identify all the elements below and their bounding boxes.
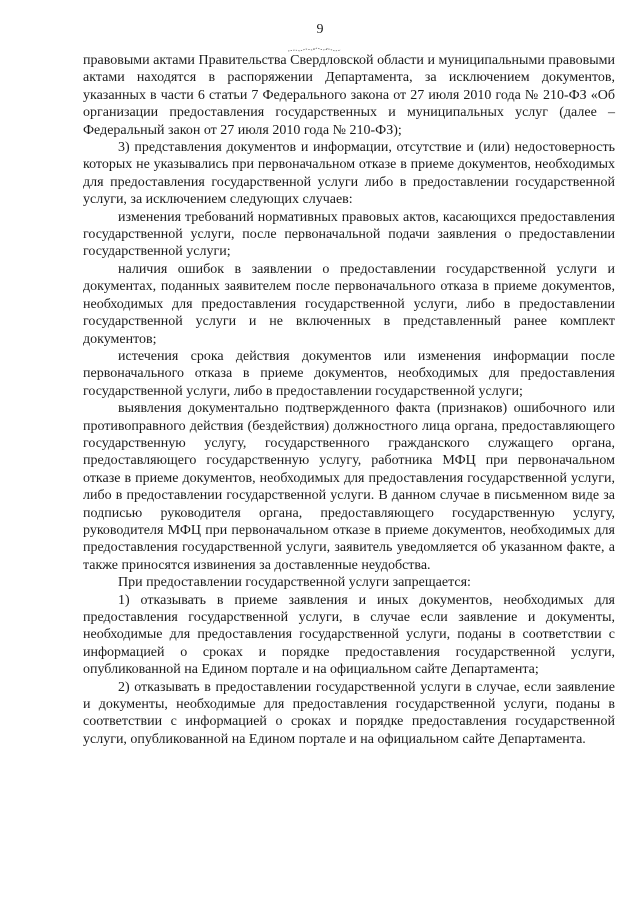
paragraph-continuation: правовыми актами Правительства Свердловской области и муниципальными правовыми актами находятся в распоряжении Департамента, за исключением документов, указанных в части 6 статьи 7 Федерального закона от 27 июля 2010 года № 210-ФЗ «Об организации предоставления государственных и муниципальных услуг (далее – Федеральный закон от 27 июля 2010 года № 210-ФЗ); — [83, 53, 615, 138]
paragraph-prohibitions-intro: При предоставлении государственной услуги запрещается: — [118, 575, 471, 591]
page-number: 9 — [316, 22, 324, 37]
paragraph-exception-errors: наличия ошибок в заявлении о предоставлении государственной услуги и документах, поданных заявителем после первоначального отказа в приеме документов, необходимых для предоставления государственной услуги, либо в предоставлении государственной услуги и не включенных в представленный ранее комплект документов; — [83, 261, 615, 347]
document-body — [83, 52, 615, 748]
paragraph-exception-misconduct: выявления документально подтвержденного факта (признаков) ошибочного или противоправного действия (бездействия) должностного лица органа, предоставляющего государственную услугу, государственного гражданского служащего органа, предоставляющего государственную услугу, работника МФЦ при первоначальном отказе в приеме документов, необходимых для предоставления государственной услуги, либо в предоставлении государственной услуги. В данном случае в письменном виде за подписью руководителя органа, предоставляющего государственную услугу, руководителя МФЦ при первоначальном отказе в приеме документов, необходимых для предоставления государственной услуги, заявитель уведомляется об указанном факте, а также приносятся извинения за доставленные неудобства. — [83, 401, 615, 573]
paragraph-prohibition-2: 2) отказывать в предоставлении государственной услуги в случае, если заявление и документы, необходимые для предоставления государственной услуги, поданы в соответствии с информацией о сроках и порядке предоставления государственной услуги, опубликованной на Едином портале и на официальном сайте Департамента. — [83, 679, 615, 747]
paragraph-exception-expiry: истечения срока действия документов или изменения информации после первоначального отказа в приеме документов, необходимых для предоставления государственной услуги, либо в предоставлении государственной услуги; — [83, 348, 615, 399]
paragraph-prohibition-1: 1) отказывать в приеме заявления и иных документов, необходимых для предоставления государственной услуги, в случае если заявление и документы, необходимые для предоставления государственной услуги, поданы в соответствии с информацией о сроках и порядке предоставления государственной услуги, опубликованной на Едином портале и на официальном сайте Департамента; — [83, 592, 615, 678]
paragraph-exception-requirements-change: изменения требований нормативных правовых актов, касающихся предоставления государственной услуги, после первоначальной подачи заявления о предоставлении государственной услуги; — [83, 209, 615, 260]
paragraph-item-3: 3) представления документов и информации, отсутствие и (или) недостоверность которых не указывались при первоначальном отказе в приеме документов, необходимых для предоставления государственной услуги либо в предоставлении государственной услуги, за исключением следующих случаев: — [83, 140, 615, 208]
